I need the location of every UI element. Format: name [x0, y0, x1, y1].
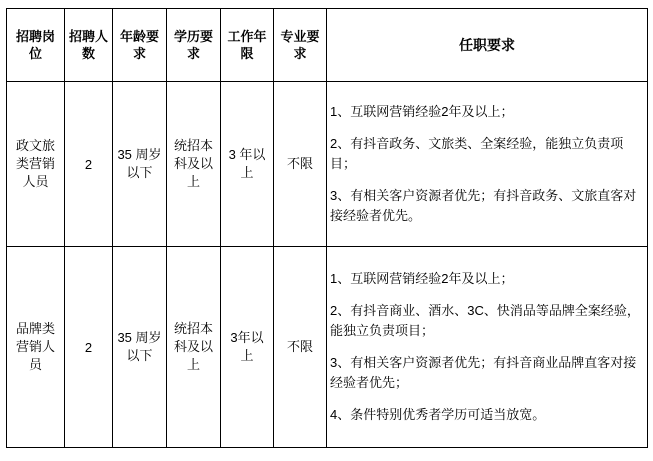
requirement-item: 3、有相关客户资源者优先；有抖音商业品牌直客对接经验者优先； — [330, 355, 637, 390]
table-row — [7, 247, 648, 448]
cell-requirements — [327, 82, 648, 247]
header-major: 专业要求 — [274, 9, 327, 82]
table-header — [7, 9, 648, 82]
recruitment-table — [6, 8, 648, 448]
header-row — [7, 9, 648, 82]
cell-position: 品牌类营销人员 — [7, 247, 65, 448]
cell-headcount: 2 — [65, 247, 113, 448]
cell-major: 不限 — [274, 247, 327, 448]
cell-requirements — [327, 247, 648, 448]
requirement-item: 2、有抖音商业、酒水、3C、快消品等品牌全案经验，能独立负责项目； — [330, 303, 640, 338]
cell-age: 35 周岁以下 — [113, 247, 167, 448]
cell-major: 不限 — [274, 82, 327, 247]
cell-education: 统招本科及以上 — [167, 82, 221, 247]
requirement-item: 2、有抖音政务、文旅类、全案经验，能独立负责项目； — [330, 136, 624, 171]
header-experience: 工作年限 — [221, 9, 274, 82]
table-body — [7, 82, 648, 448]
cell-age: 35 周岁以下 — [113, 82, 167, 247]
header-headcount: 招聘人数 — [65, 9, 113, 82]
header-education: 学历要求 — [167, 9, 221, 82]
cell-experience: 3年以上 — [221, 247, 274, 448]
header-age: 年龄要求 — [113, 9, 167, 82]
cell-education: 统招本科及以上 — [167, 247, 221, 448]
cell-position: 政文旅类营销人员 — [7, 82, 65, 247]
requirement-item: 3、有相关客户资源者优先；有抖音政务、文旅直客对接经验者优先。 — [330, 188, 637, 223]
requirement-item: 4、条件特别优秀者学历可适当放宽。 — [330, 407, 546, 422]
table-row — [7, 82, 648, 247]
header-requirements: 任职要求 — [327, 9, 648, 82]
cell-headcount: 2 — [65, 82, 113, 247]
requirement-item: 1、互联网营销经验2年及以上； — [330, 104, 514, 119]
header-position: 招聘岗位 — [7, 9, 65, 82]
cell-experience: 3 年以上 — [221, 82, 274, 247]
requirement-item: 1、互联网营销经验2年及以上； — [330, 271, 514, 286]
